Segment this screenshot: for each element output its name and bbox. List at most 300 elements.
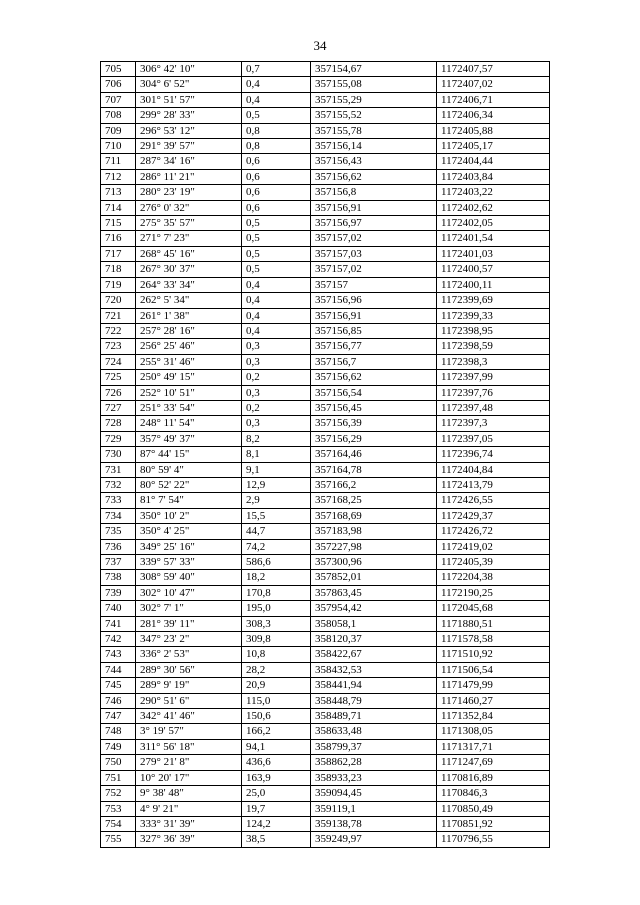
direction-angle-cell: 10° 20' 17" xyxy=(136,770,242,785)
x-coordinate-cell: 357164,78 xyxy=(311,462,437,477)
table-row xyxy=(101,262,550,277)
y-coordinate-cell: 1172403,22 xyxy=(437,185,550,200)
direction-angle-cell: 301° 51' 57" xyxy=(136,92,242,107)
point-number-cell: 752 xyxy=(101,786,136,801)
distance-cell: 0,4 xyxy=(242,308,311,323)
y-coordinate-cell: 1172397,99 xyxy=(437,370,550,385)
y-coordinate-cell: 1172204,38 xyxy=(437,570,550,585)
x-coordinate-cell: 358862,28 xyxy=(311,755,437,770)
direction-angle-cell: 81° 7' 54" xyxy=(136,493,242,508)
y-coordinate-cell: 1172407,57 xyxy=(437,62,550,77)
y-coordinate-cell: 1170846,3 xyxy=(437,786,550,801)
distance-cell: 0,5 xyxy=(242,108,311,123)
point-number-cell: 711 xyxy=(101,154,136,169)
x-coordinate-cell: 358058,1 xyxy=(311,616,437,631)
table-row xyxy=(101,524,550,539)
x-coordinate-cell: 358933,23 xyxy=(311,770,437,785)
direction-angle-cell: 291° 39' 57" xyxy=(136,139,242,154)
y-coordinate-cell: 1172426,55 xyxy=(437,493,550,508)
point-number-cell: 746 xyxy=(101,693,136,708)
distance-cell: 0,3 xyxy=(242,339,311,354)
distance-cell: 166,2 xyxy=(242,724,311,739)
point-number-cell: 731 xyxy=(101,462,136,477)
x-coordinate-cell: 358120,37 xyxy=(311,632,437,647)
point-number-cell: 744 xyxy=(101,662,136,677)
x-coordinate-cell: 359094,45 xyxy=(311,786,437,801)
table-row xyxy=(101,493,550,508)
y-coordinate-cell: 1172406,34 xyxy=(437,108,550,123)
distance-cell: 0,5 xyxy=(242,231,311,246)
table-row xyxy=(101,92,550,107)
table-row xyxy=(101,816,550,831)
x-coordinate-cell: 359138,78 xyxy=(311,816,437,831)
distance-cell: 309,8 xyxy=(242,632,311,647)
y-coordinate-cell: 1172397,76 xyxy=(437,385,550,400)
distance-cell: 18,2 xyxy=(242,570,311,585)
table-row xyxy=(101,539,550,554)
direction-angle-cell: 311° 56' 18" xyxy=(136,739,242,754)
y-coordinate-cell: 1171308,05 xyxy=(437,724,550,739)
x-coordinate-cell: 357156,91 xyxy=(311,200,437,215)
table-row xyxy=(101,246,550,261)
point-number-cell: 733 xyxy=(101,493,136,508)
point-number-cell: 738 xyxy=(101,570,136,585)
table-row xyxy=(101,370,550,385)
distance-cell: 0,8 xyxy=(242,139,311,154)
y-coordinate-cell: 1171506,54 xyxy=(437,662,550,677)
table-row xyxy=(101,339,550,354)
direction-angle-cell: 251° 33' 54" xyxy=(136,400,242,415)
y-coordinate-cell: 1172190,25 xyxy=(437,585,550,600)
y-coordinate-cell: 1172402,05 xyxy=(437,216,550,231)
y-coordinate-cell: 1170796,55 xyxy=(437,832,550,847)
point-number-cell: 732 xyxy=(101,477,136,492)
y-coordinate-cell: 1171352,84 xyxy=(437,709,550,724)
distance-cell: 308,3 xyxy=(242,616,311,631)
distance-cell: 0,8 xyxy=(242,123,311,138)
y-coordinate-cell: 1172398,95 xyxy=(437,323,550,338)
point-number-cell: 714 xyxy=(101,200,136,215)
table-row xyxy=(101,431,550,446)
point-number-cell: 745 xyxy=(101,678,136,693)
direction-angle-cell: 276° 0' 32" xyxy=(136,200,242,215)
table-row xyxy=(101,601,550,616)
y-coordinate-cell: 1171317,71 xyxy=(437,739,550,754)
point-number-cell: 743 xyxy=(101,647,136,662)
table-row xyxy=(101,231,550,246)
y-coordinate-cell: 1170850,49 xyxy=(437,801,550,816)
y-coordinate-cell: 1171247,69 xyxy=(437,755,550,770)
x-coordinate-cell: 357156,14 xyxy=(311,139,437,154)
y-coordinate-cell: 1172398,59 xyxy=(437,339,550,354)
x-coordinate-cell: 357157,02 xyxy=(311,262,437,277)
y-coordinate-cell: 1172397,05 xyxy=(437,431,550,446)
y-coordinate-cell: 1172399,69 xyxy=(437,293,550,308)
direction-angle-cell: 9° 38' 48" xyxy=(136,786,242,801)
distance-cell: 28,2 xyxy=(242,662,311,677)
table-row xyxy=(101,647,550,662)
point-number-cell: 737 xyxy=(101,555,136,570)
x-coordinate-cell: 357156,62 xyxy=(311,370,437,385)
y-coordinate-cell: 1171578,58 xyxy=(437,632,550,647)
distance-cell: 0,3 xyxy=(242,385,311,400)
y-coordinate-cell: 1171460,27 xyxy=(437,693,550,708)
distance-cell: 0,2 xyxy=(242,370,311,385)
y-coordinate-cell: 1172400,11 xyxy=(437,277,550,292)
x-coordinate-cell: 357300,96 xyxy=(311,555,437,570)
point-number-cell: 741 xyxy=(101,616,136,631)
x-coordinate-cell: 357156,8 xyxy=(311,185,437,200)
x-coordinate-cell: 357156,85 xyxy=(311,323,437,338)
direction-angle-cell: 302° 10' 47" xyxy=(136,585,242,600)
point-number-cell: 734 xyxy=(101,508,136,523)
x-coordinate-cell: 358432,53 xyxy=(311,662,437,677)
point-number-cell: 740 xyxy=(101,601,136,616)
table-row xyxy=(101,555,550,570)
direction-angle-cell: 264° 33' 34" xyxy=(136,277,242,292)
point-number-cell: 717 xyxy=(101,246,136,261)
direction-angle-cell: 252° 10' 51" xyxy=(136,385,242,400)
x-coordinate-cell: 357164,46 xyxy=(311,447,437,462)
point-number-cell: 710 xyxy=(101,139,136,154)
direction-angle-cell: 306° 42' 10" xyxy=(136,62,242,77)
direction-angle-cell: 357° 49' 37" xyxy=(136,431,242,446)
y-coordinate-cell: 1171880,51 xyxy=(437,616,550,631)
y-coordinate-cell: 1170816,89 xyxy=(437,770,550,785)
distance-cell: 0,5 xyxy=(242,262,311,277)
y-coordinate-cell: 1172402,62 xyxy=(437,200,550,215)
x-coordinate-cell: 357156,91 xyxy=(311,308,437,323)
direction-angle-cell: 267° 30' 37" xyxy=(136,262,242,277)
distance-cell: 170,8 xyxy=(242,585,311,600)
distance-cell: 436,6 xyxy=(242,755,311,770)
y-coordinate-cell: 1172401,54 xyxy=(437,231,550,246)
table-row xyxy=(101,616,550,631)
table-row xyxy=(101,293,550,308)
point-number-cell: 749 xyxy=(101,739,136,754)
point-number-cell: 751 xyxy=(101,770,136,785)
direction-angle-cell: 271° 7' 23" xyxy=(136,231,242,246)
direction-angle-cell: 304° 6' 52" xyxy=(136,77,242,92)
table-row xyxy=(101,570,550,585)
x-coordinate-cell: 357954,42 xyxy=(311,601,437,616)
table-row xyxy=(101,477,550,492)
y-coordinate-cell: 1172406,71 xyxy=(437,92,550,107)
distance-cell: 0,4 xyxy=(242,293,311,308)
distance-cell: 124,2 xyxy=(242,816,311,831)
x-coordinate-cell: 357154,67 xyxy=(311,62,437,77)
table-row xyxy=(101,185,550,200)
y-coordinate-cell: 1172403,84 xyxy=(437,169,550,184)
table-row xyxy=(101,585,550,600)
y-coordinate-cell: 1172045,68 xyxy=(437,601,550,616)
x-coordinate-cell: 359249,97 xyxy=(311,832,437,847)
distance-cell: 8,2 xyxy=(242,431,311,446)
distance-cell: 74,2 xyxy=(242,539,311,554)
y-coordinate-cell: 1172413,79 xyxy=(437,477,550,492)
direction-angle-cell: 299° 28' 33" xyxy=(136,108,242,123)
x-coordinate-cell: 357156,43 xyxy=(311,154,437,169)
point-number-cell: 747 xyxy=(101,709,136,724)
x-coordinate-cell: 357157 xyxy=(311,277,437,292)
point-number-cell: 727 xyxy=(101,400,136,415)
table-row xyxy=(101,200,550,215)
point-number-cell: 725 xyxy=(101,370,136,385)
y-coordinate-cell: 1172419,02 xyxy=(437,539,550,554)
distance-cell: 20,9 xyxy=(242,678,311,693)
direction-angle-cell: 4° 9' 21" xyxy=(136,801,242,816)
direction-angle-cell: 289° 30' 56" xyxy=(136,662,242,677)
x-coordinate-cell: 358441,94 xyxy=(311,678,437,693)
direction-angle-cell: 286° 11' 21" xyxy=(136,169,242,184)
distance-cell: 0,6 xyxy=(242,200,311,215)
table-row xyxy=(101,416,550,431)
y-coordinate-cell: 1172404,44 xyxy=(437,154,550,169)
table-row xyxy=(101,139,550,154)
x-coordinate-cell: 357156,39 xyxy=(311,416,437,431)
table-row xyxy=(101,508,550,523)
x-coordinate-cell: 357156,62 xyxy=(311,169,437,184)
direction-angle-cell: 275° 35' 57" xyxy=(136,216,242,231)
direction-angle-cell: 289° 9' 19" xyxy=(136,678,242,693)
table-row xyxy=(101,385,550,400)
distance-cell: 586,6 xyxy=(242,555,311,570)
point-number-cell: 730 xyxy=(101,447,136,462)
direction-angle-cell: 255° 31' 46" xyxy=(136,354,242,369)
point-number-cell: 735 xyxy=(101,524,136,539)
distance-cell: 0,4 xyxy=(242,323,311,338)
direction-angle-cell: 87° 44' 15" xyxy=(136,447,242,462)
point-number-cell: 753 xyxy=(101,801,136,816)
x-coordinate-cell: 358633,48 xyxy=(311,724,437,739)
table-row xyxy=(101,786,550,801)
coordinates-table-body xyxy=(101,62,550,848)
x-coordinate-cell: 357156,45 xyxy=(311,400,437,415)
y-coordinate-cell: 1172401,03 xyxy=(437,246,550,261)
y-coordinate-cell: 1172399,33 xyxy=(437,308,550,323)
direction-angle-cell: 80° 52' 22" xyxy=(136,477,242,492)
coordinates-table xyxy=(100,61,550,848)
point-number-cell: 722 xyxy=(101,323,136,338)
y-coordinate-cell: 1172398,3 xyxy=(437,354,550,369)
x-coordinate-cell: 358448,79 xyxy=(311,693,437,708)
distance-cell: 0,7 xyxy=(242,62,311,77)
table-row xyxy=(101,447,550,462)
table-row xyxy=(101,755,550,770)
point-number-cell: 754 xyxy=(101,816,136,831)
table-row xyxy=(101,832,550,847)
x-coordinate-cell: 357157,02 xyxy=(311,231,437,246)
x-coordinate-cell: 358799,37 xyxy=(311,739,437,754)
y-coordinate-cell: 1170851,92 xyxy=(437,816,550,831)
distance-cell: 25,0 xyxy=(242,786,311,801)
table-row xyxy=(101,62,550,77)
x-coordinate-cell: 357168,69 xyxy=(311,508,437,523)
direction-angle-cell: 302° 7' 1" xyxy=(136,601,242,616)
x-coordinate-cell: 357156,96 xyxy=(311,293,437,308)
distance-cell: 19,7 xyxy=(242,801,311,816)
y-coordinate-cell: 1172405,17 xyxy=(437,139,550,154)
distance-cell: 0,3 xyxy=(242,416,311,431)
direction-angle-cell: 290° 51' 6" xyxy=(136,693,242,708)
table-row xyxy=(101,308,550,323)
y-coordinate-cell: 1172426,72 xyxy=(437,524,550,539)
direction-angle-cell: 281° 39' 11" xyxy=(136,616,242,631)
table-row xyxy=(101,108,550,123)
x-coordinate-cell: 357155,78 xyxy=(311,123,437,138)
point-number-cell: 718 xyxy=(101,262,136,277)
table-row xyxy=(101,724,550,739)
table-row xyxy=(101,693,550,708)
direction-angle-cell: 350° 4' 25" xyxy=(136,524,242,539)
distance-cell: 0,6 xyxy=(242,169,311,184)
distance-cell: 8,1 xyxy=(242,447,311,462)
y-coordinate-cell: 1172405,88 xyxy=(437,123,550,138)
y-coordinate-cell: 1172397,3 xyxy=(437,416,550,431)
point-number-cell: 736 xyxy=(101,539,136,554)
y-coordinate-cell: 1172396,74 xyxy=(437,447,550,462)
distance-cell: 15,5 xyxy=(242,508,311,523)
point-number-cell: 705 xyxy=(101,62,136,77)
point-number-cell: 748 xyxy=(101,724,136,739)
direction-angle-cell: 349° 25' 16" xyxy=(136,539,242,554)
x-coordinate-cell: 357852,01 xyxy=(311,570,437,585)
point-number-cell: 706 xyxy=(101,77,136,92)
direction-angle-cell: 339° 57' 33" xyxy=(136,555,242,570)
y-coordinate-cell: 1171510,92 xyxy=(437,647,550,662)
distance-cell: 163,9 xyxy=(242,770,311,785)
y-coordinate-cell: 1171479,99 xyxy=(437,678,550,693)
direction-angle-cell: 308° 59' 40" xyxy=(136,570,242,585)
distance-cell: 115,0 xyxy=(242,693,311,708)
distance-cell: 38,5 xyxy=(242,832,311,847)
distance-cell: 0,6 xyxy=(242,185,311,200)
x-coordinate-cell: 357156,29 xyxy=(311,431,437,446)
point-number-cell: 750 xyxy=(101,755,136,770)
distance-cell: 0,4 xyxy=(242,277,311,292)
distance-cell: 9,1 xyxy=(242,462,311,477)
direction-angle-cell: 350° 10' 2" xyxy=(136,508,242,523)
x-coordinate-cell: 357155,08 xyxy=(311,77,437,92)
direction-angle-cell: 250° 49' 15" xyxy=(136,370,242,385)
x-coordinate-cell: 357157,03 xyxy=(311,246,437,261)
table-row xyxy=(101,709,550,724)
direction-angle-cell: 279° 21' 8" xyxy=(136,755,242,770)
table-row xyxy=(101,678,550,693)
x-coordinate-cell: 357155,29 xyxy=(311,92,437,107)
x-coordinate-cell: 357156,77 xyxy=(311,339,437,354)
y-coordinate-cell: 1172400,57 xyxy=(437,262,550,277)
table-row xyxy=(101,632,550,647)
table-row xyxy=(101,277,550,292)
point-number-cell: 724 xyxy=(101,354,136,369)
table-row xyxy=(101,770,550,785)
table-row xyxy=(101,354,550,369)
direction-angle-cell: 347° 23' 2" xyxy=(136,632,242,647)
point-number-cell: 721 xyxy=(101,308,136,323)
x-coordinate-cell: 357155,52 xyxy=(311,108,437,123)
distance-cell: 0,5 xyxy=(242,246,311,261)
point-number-cell: 723 xyxy=(101,339,136,354)
x-coordinate-cell: 357863,45 xyxy=(311,585,437,600)
x-coordinate-cell: 358489,71 xyxy=(311,709,437,724)
point-number-cell: 726 xyxy=(101,385,136,400)
y-coordinate-cell: 1172397,48 xyxy=(437,400,550,415)
distance-cell: 0,2 xyxy=(242,400,311,415)
point-number-cell: 708 xyxy=(101,108,136,123)
point-number-cell: 742 xyxy=(101,632,136,647)
table-row xyxy=(101,739,550,754)
distance-cell: 2,9 xyxy=(242,493,311,508)
direction-angle-cell: 261° 1' 38" xyxy=(136,308,242,323)
distance-cell: 0,4 xyxy=(242,77,311,92)
x-coordinate-cell: 357183,98 xyxy=(311,524,437,539)
direction-angle-cell: 80° 59' 4" xyxy=(136,462,242,477)
x-coordinate-cell: 357166,2 xyxy=(311,477,437,492)
point-number-cell: 713 xyxy=(101,185,136,200)
x-coordinate-cell: 357156,7 xyxy=(311,354,437,369)
distance-cell: 0,5 xyxy=(242,216,311,231)
direction-angle-cell: 342° 41' 46" xyxy=(136,709,242,724)
direction-angle-cell: 333° 31' 39" xyxy=(136,816,242,831)
table-row xyxy=(101,801,550,816)
x-coordinate-cell: 357156,97 xyxy=(311,216,437,231)
distance-cell: 44,7 xyxy=(242,524,311,539)
direction-angle-cell: 296° 53' 12" xyxy=(136,123,242,138)
direction-angle-cell: 287° 34' 16" xyxy=(136,154,242,169)
table-row xyxy=(101,400,550,415)
point-number-cell: 712 xyxy=(101,169,136,184)
distance-cell: 195,0 xyxy=(242,601,311,616)
distance-cell: 0,3 xyxy=(242,354,311,369)
distance-cell: 0,6 xyxy=(242,154,311,169)
point-number-cell: 755 xyxy=(101,832,136,847)
x-coordinate-cell: 357156,54 xyxy=(311,385,437,400)
direction-angle-cell: 327° 36' 39" xyxy=(136,832,242,847)
point-number-cell: 728 xyxy=(101,416,136,431)
point-number-cell: 709 xyxy=(101,123,136,138)
distance-cell: 10,8 xyxy=(242,647,311,662)
distance-cell: 12,9 xyxy=(242,477,311,492)
table-row xyxy=(101,216,550,231)
table-row xyxy=(101,154,550,169)
direction-angle-cell: 257° 28' 16" xyxy=(136,323,242,338)
table-row xyxy=(101,462,550,477)
x-coordinate-cell: 357227,98 xyxy=(311,539,437,554)
direction-angle-cell: 248° 11' 54" xyxy=(136,416,242,431)
point-number-cell: 707 xyxy=(101,92,136,107)
point-number-cell: 716 xyxy=(101,231,136,246)
y-coordinate-cell: 1172405,39 xyxy=(437,555,550,570)
direction-angle-cell: 262° 5' 34" xyxy=(136,293,242,308)
y-coordinate-cell: 1172407,02 xyxy=(437,77,550,92)
direction-angle-cell: 268° 45' 16" xyxy=(136,246,242,261)
direction-angle-cell: 280° 23' 19" xyxy=(136,185,242,200)
distance-cell: 0,4 xyxy=(242,92,311,107)
table-row xyxy=(101,662,550,677)
direction-angle-cell: 3° 19' 57" xyxy=(136,724,242,739)
page-number: 34 xyxy=(313,38,327,53)
y-coordinate-cell: 1172429,37 xyxy=(437,508,550,523)
table-row xyxy=(101,77,550,92)
x-coordinate-cell: 358422,67 xyxy=(311,647,437,662)
table-row xyxy=(101,323,550,338)
direction-angle-cell: 256° 25' 46" xyxy=(136,339,242,354)
x-coordinate-cell: 359119,1 xyxy=(311,801,437,816)
point-number-cell: 739 xyxy=(101,585,136,600)
distance-cell: 94,1 xyxy=(242,739,311,754)
x-coordinate-cell: 357168,25 xyxy=(311,493,437,508)
